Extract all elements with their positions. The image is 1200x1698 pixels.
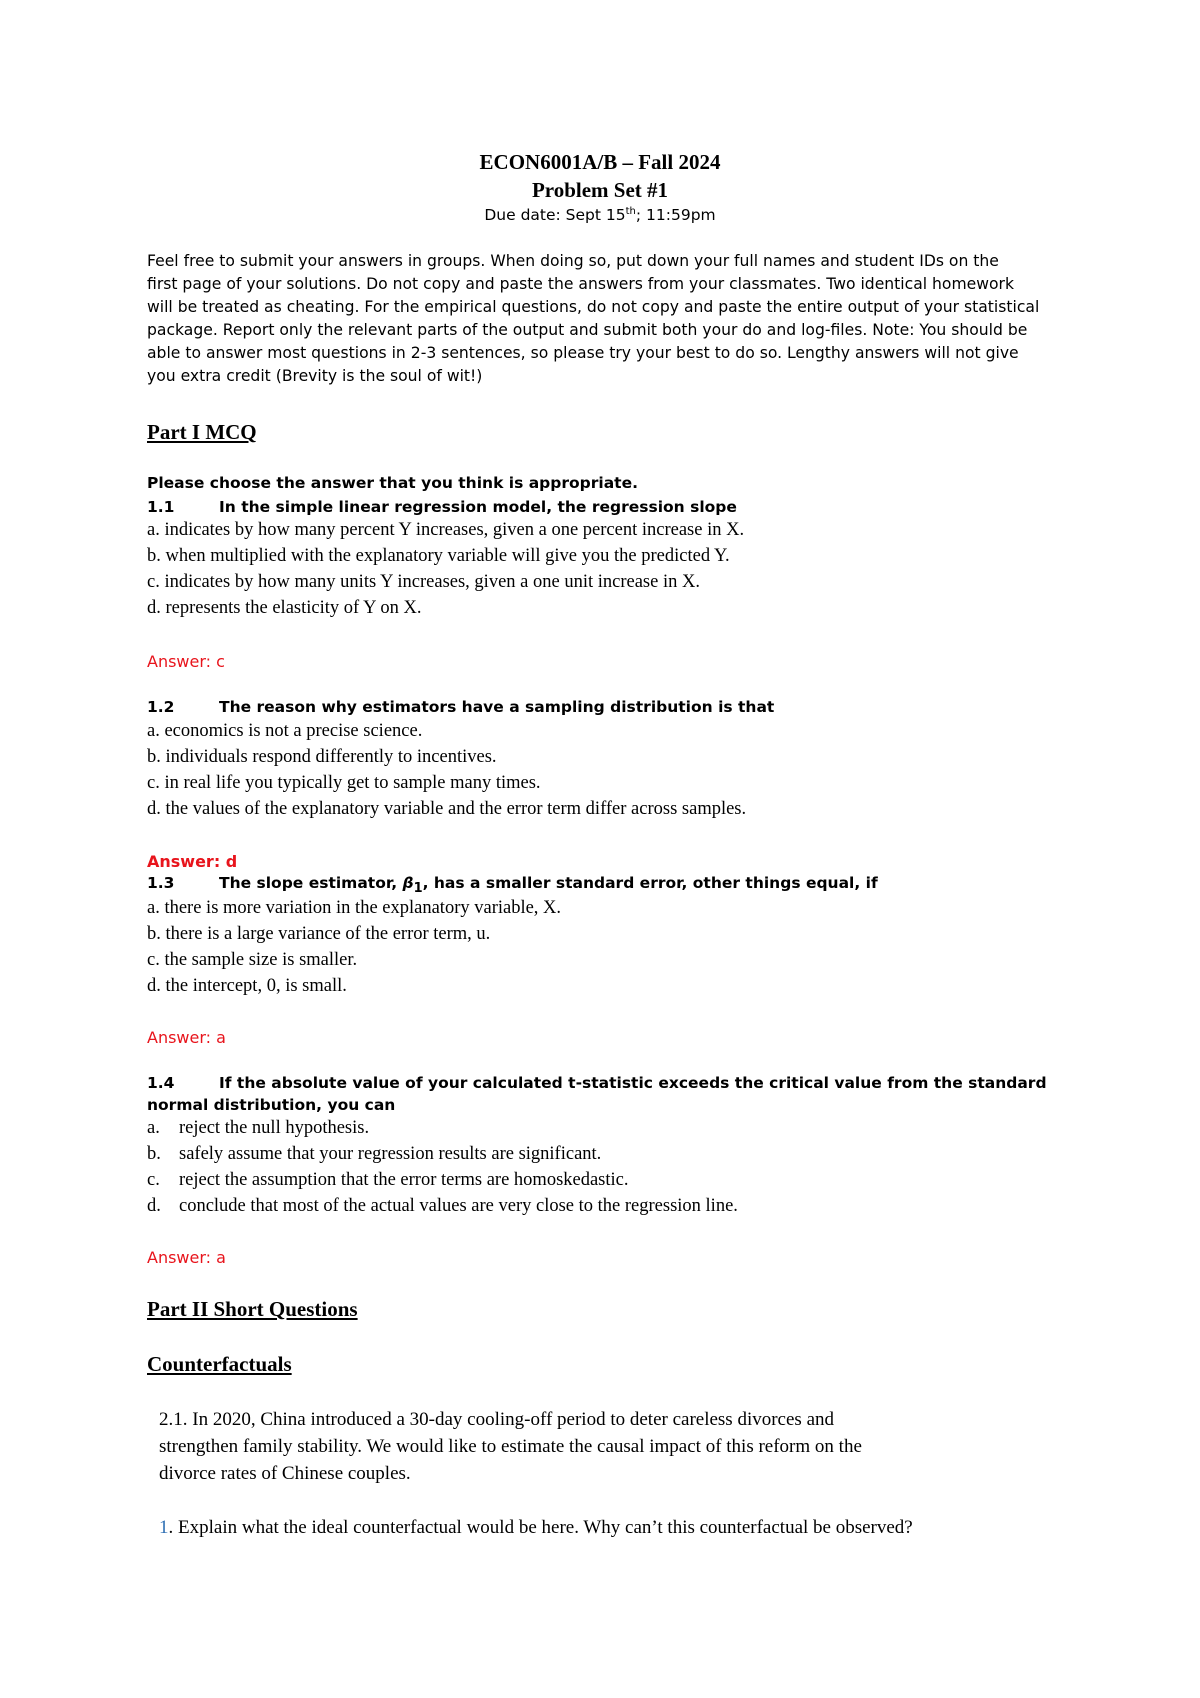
answer-1-1: Answer: c	[147, 652, 225, 671]
option: a. economics is not a precise science.	[147, 721, 423, 741]
part1-heading: Part I MCQ	[147, 420, 257, 444]
option: a. there is more variation in the explanatory variable, X.	[147, 898, 562, 918]
intro-line: first page of your solutions. Do not copy and paste the answers from your classmates. Two identical homework	[147, 275, 1014, 293]
question-1-4: 1.4 If the absolute value of your calculated t-statistic exceeds the critical value from the standard	[147, 1074, 1047, 1092]
answer-1-4: Answer: a	[147, 1248, 226, 1267]
part2-heading: Part II Short Questions	[147, 1297, 358, 1321]
intro-line: you extra credit (Brevity is the soul of wit!)	[147, 367, 483, 385]
option: b. individuals respond differently to incentives.	[147, 747, 497, 767]
intro-line: able to answer most questions in 2-3 sentences, so please try your best to do so. Lengthy answers will not give	[147, 344, 1019, 362]
option: d. the values of the explanatory variable and the error term differ across samples.	[147, 799, 747, 819]
counterfactuals-heading: Counterfactuals	[147, 1352, 292, 1376]
question-2-1-line: strengthen family stability. We would like to estimate the causal impact of this reform on the	[159, 1436, 862, 1457]
answer-1-3: Answer: a	[147, 1028, 226, 1047]
question-2-1-line: 2.1. In 2020, China introduced a 30-day cooling-off period to deter careless divorces and	[159, 1409, 835, 1430]
option: a. reject the null hypothesis.	[147, 1118, 370, 1138]
question-2-1-line: divorce rates of Chinese couples.	[159, 1463, 411, 1484]
question-1-3: 1.3 The slope estimator, $\beta_1$, has a smaller standard error, other things equal, if	[147, 874, 878, 897]
option: c. in real life you typically get to sample many times.	[147, 773, 541, 793]
option: a. indicates by how many percent Y increases, given a one percent increase in X.	[147, 520, 745, 540]
question-1-4-cont: normal distribution, you can	[147, 1096, 396, 1114]
option: b. when multiplied with the explanatory variable will give you the predicted Y.	[147, 546, 730, 566]
option: b. safely assume that your regression results are significant.	[147, 1144, 602, 1164]
problem-set-title: Problem Set #1	[531, 178, 669, 202]
option: c. the sample size is smaller.	[147, 950, 358, 970]
option: c. indicates by how many units Y increases, given a one unit increase in X.	[147, 572, 700, 592]
option: d. the intercept, 0, is small.	[147, 976, 347, 996]
answer-1-2: Answer: d	[147, 852, 238, 871]
option: c. reject the assumption that the error terms are homoskedastic.	[147, 1170, 629, 1190]
option: b. there is a large variance of the error term, u.	[147, 924, 491, 944]
intro-line: will be treated as cheating. For the empirical questions, do not copy and paste the entire output of your statistical	[147, 298, 1040, 316]
question-1-2: 1.2 The reason why estimators have a sampling distribution is that	[147, 698, 775, 716]
due-date: Due date: Sept 15th; 11:59pm	[484, 206, 716, 225]
beta-symbol: β	[402, 874, 414, 892]
option: d. conclude that most of the actual values are very close to the regression line.	[147, 1196, 738, 1216]
intro-line: Feel free to submit your answers in groups. When doing so, put down your full names and student IDs on the	[147, 252, 999, 270]
question-1-1: 1.1 In the simple linear regression model, the regression slope	[147, 498, 737, 516]
question-2-1-item-1: 1. Explain what the ideal counterfactual would be here. Why can’t this counterfactual be observed?	[159, 1517, 913, 1538]
course-title: ECON6001A/B – Fall 2024	[479, 150, 721, 174]
intro-line: package. Report only the relevant parts of the output and submit both your do and log-files. Note: You should be	[147, 321, 1028, 339]
option: d. represents the elasticity of Y on X.	[147, 598, 422, 618]
intro-paragraph	[147, 250, 1067, 388]
part1-instruction: Please choose the answer that you think is appropriate.	[147, 474, 638, 492]
